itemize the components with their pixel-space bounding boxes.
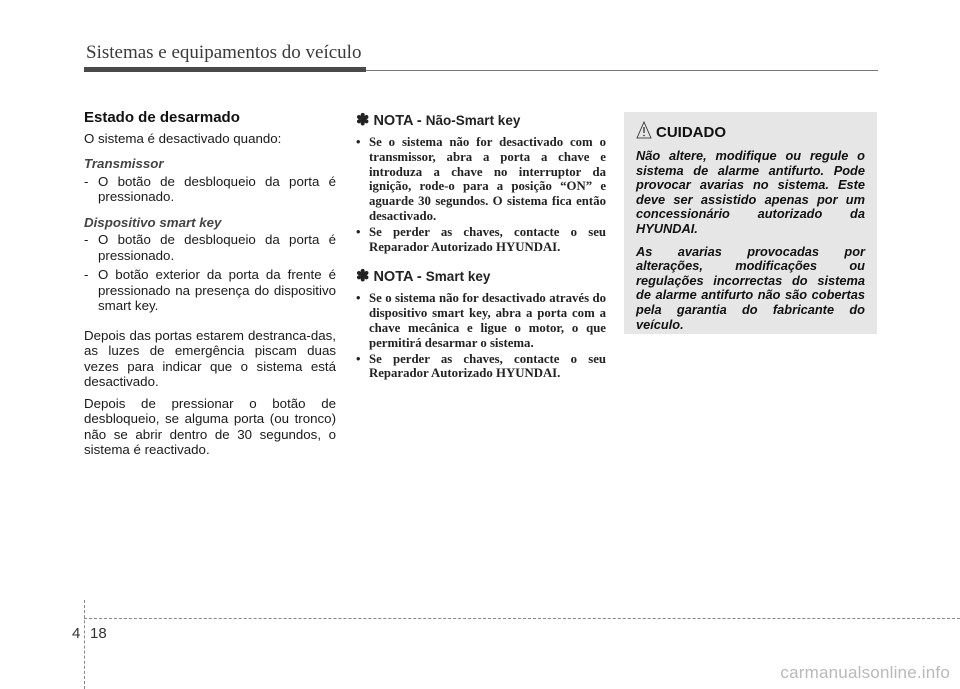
- list-item: [356, 352, 606, 382]
- caution-title: CUIDADO: [656, 124, 726, 141]
- header-bar: [84, 67, 366, 72]
- column-disarm-state: [84, 110, 336, 464]
- dash-marker: -: [84, 232, 89, 247]
- note-heading: [356, 110, 606, 130]
- list-item-text: Se o sistema não for desactivado com o transmissor, abra a porta a chave e introduza a chave no interruptor da ignição, rode-o para a posição “ON” e aguarde 30 segundos. O sistema fica então desactivado.: [369, 135, 606, 223]
- note-title: NOTA -: [373, 113, 426, 129]
- section-title: Sistemas e equipamentos do veículo: [86, 42, 362, 63]
- list-item-text: Se o sistema não for desactivado através do dispositivo smart key, abra a porta com a chave mecânica e ligue o motor, o que permitirá desarmar o sistema.: [369, 291, 606, 350]
- list-item-text: Se perder as chaves, contacte o seu Reparador Autorizado HYUNDAI.: [369, 224, 606, 254]
- footer-divider-horizontal: [84, 618, 960, 619]
- list-item: [356, 225, 606, 255]
- note-heading: [356, 266, 606, 286]
- list-item-text: O botão de desbloqueio da porta é pressionado.: [98, 232, 336, 263]
- paragraph-hazard-lights: Depois das portas estarem destranca-das, as luzes de emergência piscam duas vezes para indicar que o sistema está desactivado.: [84, 327, 336, 389]
- caution-heading: [636, 120, 865, 145]
- dash-marker: -: [84, 267, 89, 282]
- chapter-number: 4: [72, 625, 81, 642]
- list-item: [84, 174, 336, 205]
- caution-paragraph: As avarias provocadas por alterações, modificações ou regulações incorrectas do sistema de alarme antifurto não são cobertas pela garantia do fabricante do veículo.: [636, 243, 865, 332]
- warning-triangle-icon: [636, 120, 652, 145]
- bullet-marker: •: [356, 351, 361, 366]
- note-smart-key: [356, 266, 606, 381]
- bullet-marker: •: [356, 291, 361, 306]
- dash-marker: -: [84, 173, 89, 189]
- note-subtitle: Smart key: [425, 269, 491, 285]
- paragraph-rearm: Depois de pressionar o botão de desbloqueio, se alguma porta (ou tronco) não se abrir dentro de 30 segundos, o sistema é reactivado.: [84, 395, 336, 457]
- page-number: 18: [90, 625, 107, 642]
- list-item-text: O botão de desbloqueio da porta é pressionado.: [98, 173, 336, 204]
- note-non-smart-key: [356, 110, 606, 254]
- bullet-marker: •: [356, 135, 361, 149]
- transmitter-subheading: Transmissor: [84, 156, 164, 171]
- note-marker-icon: ✽: [356, 112, 370, 129]
- list-item: [84, 267, 336, 314]
- list-item: [84, 232, 336, 263]
- caution-paragraph: Não altere, modifique ou regule o sistema de alarme antifurto. Pode provocar avarias no sistema. Este deve ser assistido apenas por um concessionário autorizado da HYUNDAI.: [636, 148, 865, 236]
- header-rule: [366, 70, 878, 71]
- disarm-heading: Estado de desarmado: [84, 109, 240, 126]
- disarm-intro: O sistema é desactivado quando:: [84, 130, 282, 146]
- note-title: NOTA -: [373, 269, 426, 286]
- watermark: carmanualsonline.info: [780, 663, 950, 682]
- list-item-text: Se perder as chaves, contacte o seu Reparador Autorizado HYUNDAI.: [369, 351, 606, 381]
- smartkey-subheading: Dispositivo smart key: [84, 214, 222, 230]
- note-subtitle: Não-Smart key: [425, 113, 521, 128]
- bullet-marker: •: [356, 224, 361, 239]
- column-notes: [356, 110, 606, 382]
- caution-box: [624, 112, 877, 334]
- list-item-text: O botão exterior da porta da frente é pressionado na presença do dispositivo smart key.: [98, 267, 336, 313]
- note-marker-icon: ✽: [356, 268, 370, 286]
- list-item: [356, 291, 606, 350]
- footer-divider-vertical: [84, 600, 86, 689]
- list-item: [356, 135, 606, 224]
